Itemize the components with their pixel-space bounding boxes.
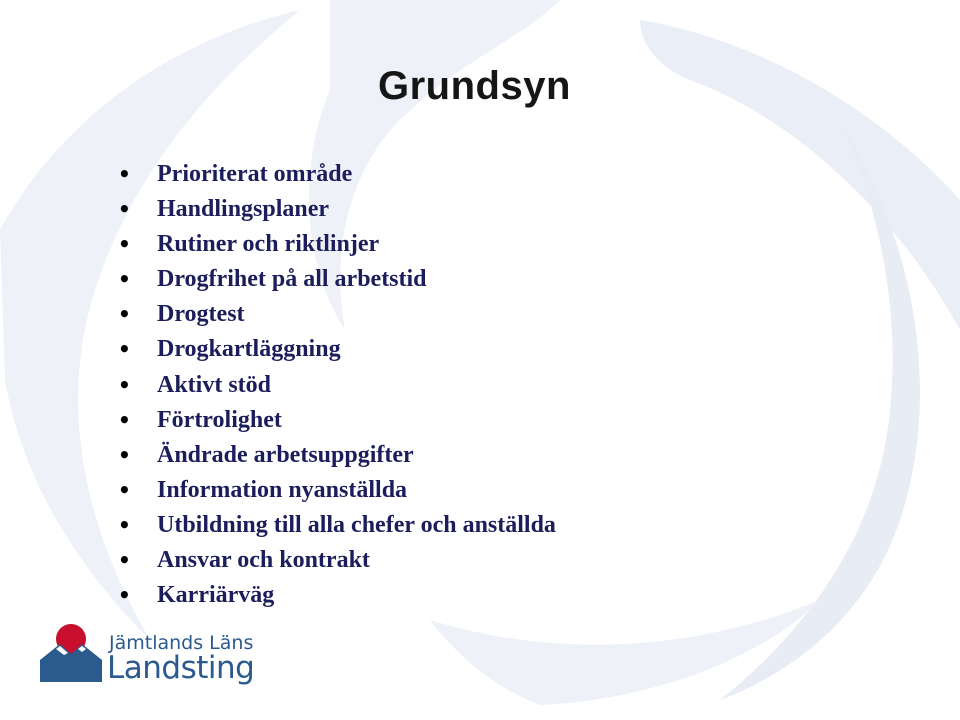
list-item-text: Utbildning till alla chefer och anställda <box>157 511 556 538</box>
bullet-icon: • <box>118 372 131 397</box>
list-item <box>118 403 556 438</box>
logo-text-line1: Jämtlands Läns <box>109 632 254 654</box>
list-item-text: Aktivt stöd <box>157 371 272 398</box>
bullet-icon: • <box>118 232 131 257</box>
bullet-icon: • <box>118 407 131 432</box>
list-item <box>118 368 556 403</box>
bullet-icon: • <box>118 477 131 502</box>
list-item <box>118 297 556 332</box>
list-item <box>118 262 556 297</box>
list-item-text: Prioriterat område <box>157 161 353 187</box>
list-item-text: Handlingsplaner <box>157 196 330 223</box>
swoosh-bottom <box>430 600 820 705</box>
landsting-logo-icon <box>38 620 104 686</box>
list-item-text: Ändrade arbetsuppgifter <box>157 441 414 468</box>
bullet-icon: • <box>118 337 131 362</box>
bullet-icon: • <box>118 583 131 608</box>
bullet-icon: • <box>118 267 131 292</box>
organization-logo <box>38 620 258 692</box>
list-item-text: Karriärväg <box>157 582 275 609</box>
bullet-icon: • <box>118 162 131 186</box>
list-item <box>118 473 556 508</box>
list-item <box>118 438 556 473</box>
list-item-text: Information nyanställda <box>157 476 408 503</box>
bullet-icon: • <box>118 548 131 573</box>
list-item <box>118 578 556 613</box>
bullet-icon: • <box>118 512 131 537</box>
logo-text-line2: Landsting <box>107 650 255 686</box>
list-item-text: Förtrolighet <box>157 406 282 433</box>
list-item <box>118 543 556 578</box>
bullet-list <box>118 157 556 613</box>
bullet-icon: • <box>118 442 131 467</box>
list-item <box>118 192 556 227</box>
list-item <box>118 157 556 192</box>
list-item <box>118 227 556 262</box>
bullet-icon: • <box>118 197 131 222</box>
list-item <box>118 332 556 367</box>
list-item-text: Drogtest <box>157 301 245 328</box>
list-item-text: Drogfrihet på all arbetstid <box>157 266 427 293</box>
bullet-icon: • <box>118 302 131 327</box>
list-item <box>118 508 556 543</box>
list-item-text: Rutiner och riktlinjer <box>157 231 380 258</box>
list-item-text: Ansvar och kontrakt <box>157 547 370 574</box>
list-item-text: Drogkartläggning <box>157 336 341 363</box>
slide-title: Grundsyn <box>378 64 571 108</box>
swoosh-right-top <box>640 20 960 330</box>
